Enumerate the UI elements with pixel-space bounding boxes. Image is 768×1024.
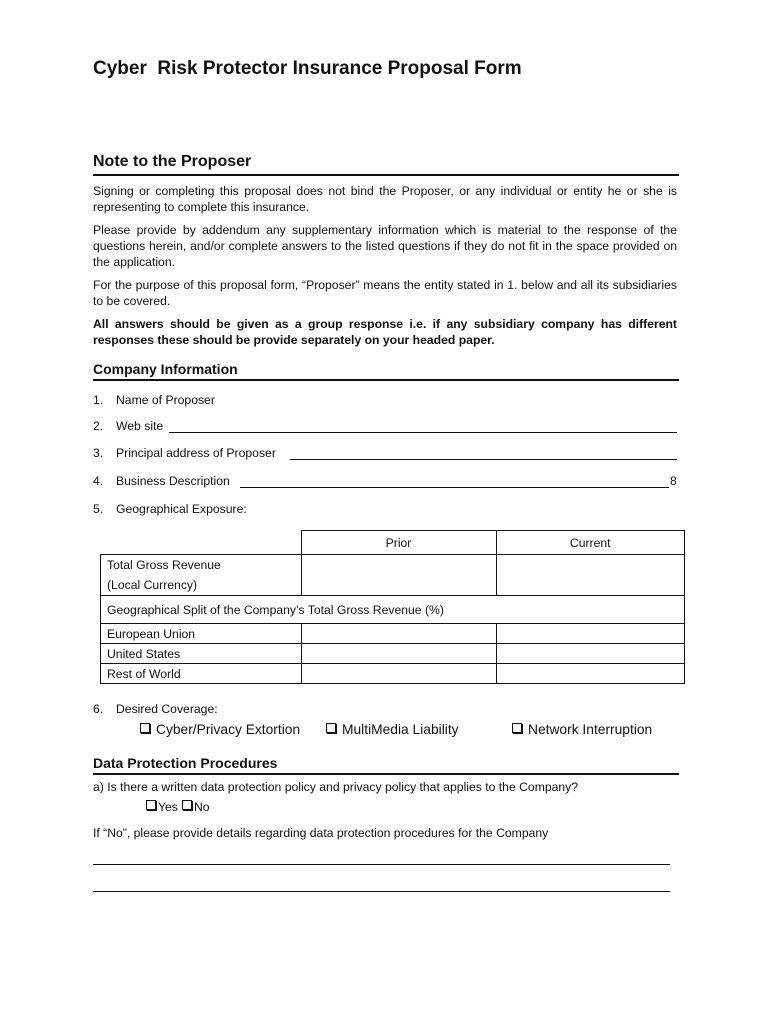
details-answer-line-1[interactable]: [93, 864, 670, 865]
row-label-total-gross-revenue: [101, 555, 302, 596]
web-site-field[interactable]: [169, 432, 677, 433]
coverage-option-label: MultiMedia Liability: [342, 722, 459, 737]
rest-of-world-prior-cell[interactable]: [301, 664, 496, 684]
details-answer-line-2[interactable]: [93, 891, 670, 892]
revenue-label-line-1: Total Gross Revenue: [107, 558, 221, 572]
header-empty-cell: [101, 531, 302, 555]
data-protection-rule: [93, 773, 679, 775]
coverage-option-label: Cyber/Privacy Extortion: [156, 722, 301, 737]
principal-address-field[interactable]: [290, 459, 677, 460]
coverage-option-network-interruption[interactable]: [512, 722, 652, 737]
united-states-prior-cell[interactable]: [301, 644, 496, 664]
item-number: 6.: [93, 702, 104, 716]
item-label: Geographical Exposure:: [116, 502, 247, 516]
item-number: 4.: [93, 474, 104, 488]
no-label: No: [194, 800, 210, 814]
yes-label: Yes: [158, 800, 178, 814]
column-header-current: Current: [496, 531, 685, 555]
column-header-prior: Prior: [301, 531, 496, 555]
revenue-label-line-2: (Local Currency): [107, 578, 198, 592]
row-label-united-states: United States: [101, 644, 302, 664]
item-label: Business Description: [116, 474, 230, 488]
checkbox-icon[interactable]: [512, 723, 522, 733]
item-label: Principal address of Proposer: [116, 446, 276, 460]
item-label: Name of Proposer: [116, 393, 215, 407]
geographical-split-label: Geographical Split of the Company’s Total Gross Revenue (%): [101, 596, 685, 624]
item-geographical-exposure: [93, 502, 247, 516]
united-states-current-cell[interactable]: [496, 644, 685, 664]
row-label-rest-of-world: Rest of World: [101, 664, 302, 684]
if-no-instruction: If “No”, please provide details regarding data protection procedures for the Company: [93, 826, 549, 840]
european-union-current-cell[interactable]: [496, 624, 685, 644]
business-description-tail: 8: [670, 474, 677, 488]
note-paragraph-4: All answers should be given as a group response i.e. if any subsidiary company has different responses these should be provide separately on your headed paper.: [93, 317, 677, 347]
company-heading: Company Information: [93, 361, 238, 377]
checkbox-icon[interactable]: [326, 723, 336, 733]
note-rule: [93, 174, 679, 176]
note-paragraph-1: Signing or completing this proposal does not bind the Proposer, or any individual or entity he or she is representing to complete this insurance.: [93, 184, 677, 214]
yes-option[interactable]: [146, 800, 178, 814]
european-union-prior-cell[interactable]: [301, 624, 496, 644]
revenue-prior-cell[interactable]: [301, 555, 496, 596]
company-rule: [93, 379, 679, 381]
no-option[interactable]: [182, 800, 210, 814]
geographical-exposure-table: [100, 530, 685, 684]
item-number: 2.: [93, 419, 104, 433]
note-heading: Note to the Proposer: [93, 153, 252, 170]
item-label: Web site: [116, 419, 164, 433]
row-label-european-union: European Union: [101, 624, 302, 644]
question-a: a) Is there a written data protection policy and privacy policy that applies to the Company?: [93, 780, 579, 794]
item-desired-coverage: [93, 702, 218, 716]
item-number: 5.: [93, 502, 104, 516]
item-label: Desired Coverage:: [116, 702, 218, 716]
item-number: 1.: [93, 393, 104, 407]
coverage-option-label: Network Interruption: [528, 722, 653, 737]
note-paragraph-3: For the purpose of this proposal form, “Proposer” means the entity stated in 1. below and all its subsidiaries to be covered.: [93, 278, 677, 308]
item-principal-address: [93, 446, 276, 460]
checkbox-icon[interactable]: [146, 800, 156, 810]
note-paragraph-2: Please provide by addendum any supplementary information which is material to the response of the questions herein, and/or complete answers to the listed questions if they do not fit in the space provided on the application.: [93, 223, 677, 269]
item-name-of-proposer: [93, 393, 215, 407]
coverage-option-multimedia-liability[interactable]: [326, 722, 459, 737]
revenue-current-cell[interactable]: [496, 555, 685, 596]
checkbox-icon[interactable]: [140, 723, 150, 733]
coverage-option-cyber-privacy-extortion[interactable]: [140, 722, 300, 737]
form-title: Cyber Risk Protector Insurance Proposal Form: [93, 58, 522, 79]
checkbox-icon[interactable]: [182, 800, 192, 810]
item-business-description: [93, 474, 230, 488]
rest-of-world-current-cell[interactable]: [496, 664, 685, 684]
item-web-site: [93, 419, 163, 433]
item-number: 3.: [93, 446, 104, 460]
business-description-field[interactable]: [240, 487, 669, 488]
data-protection-heading: Data Protection Procedures: [93, 755, 278, 771]
